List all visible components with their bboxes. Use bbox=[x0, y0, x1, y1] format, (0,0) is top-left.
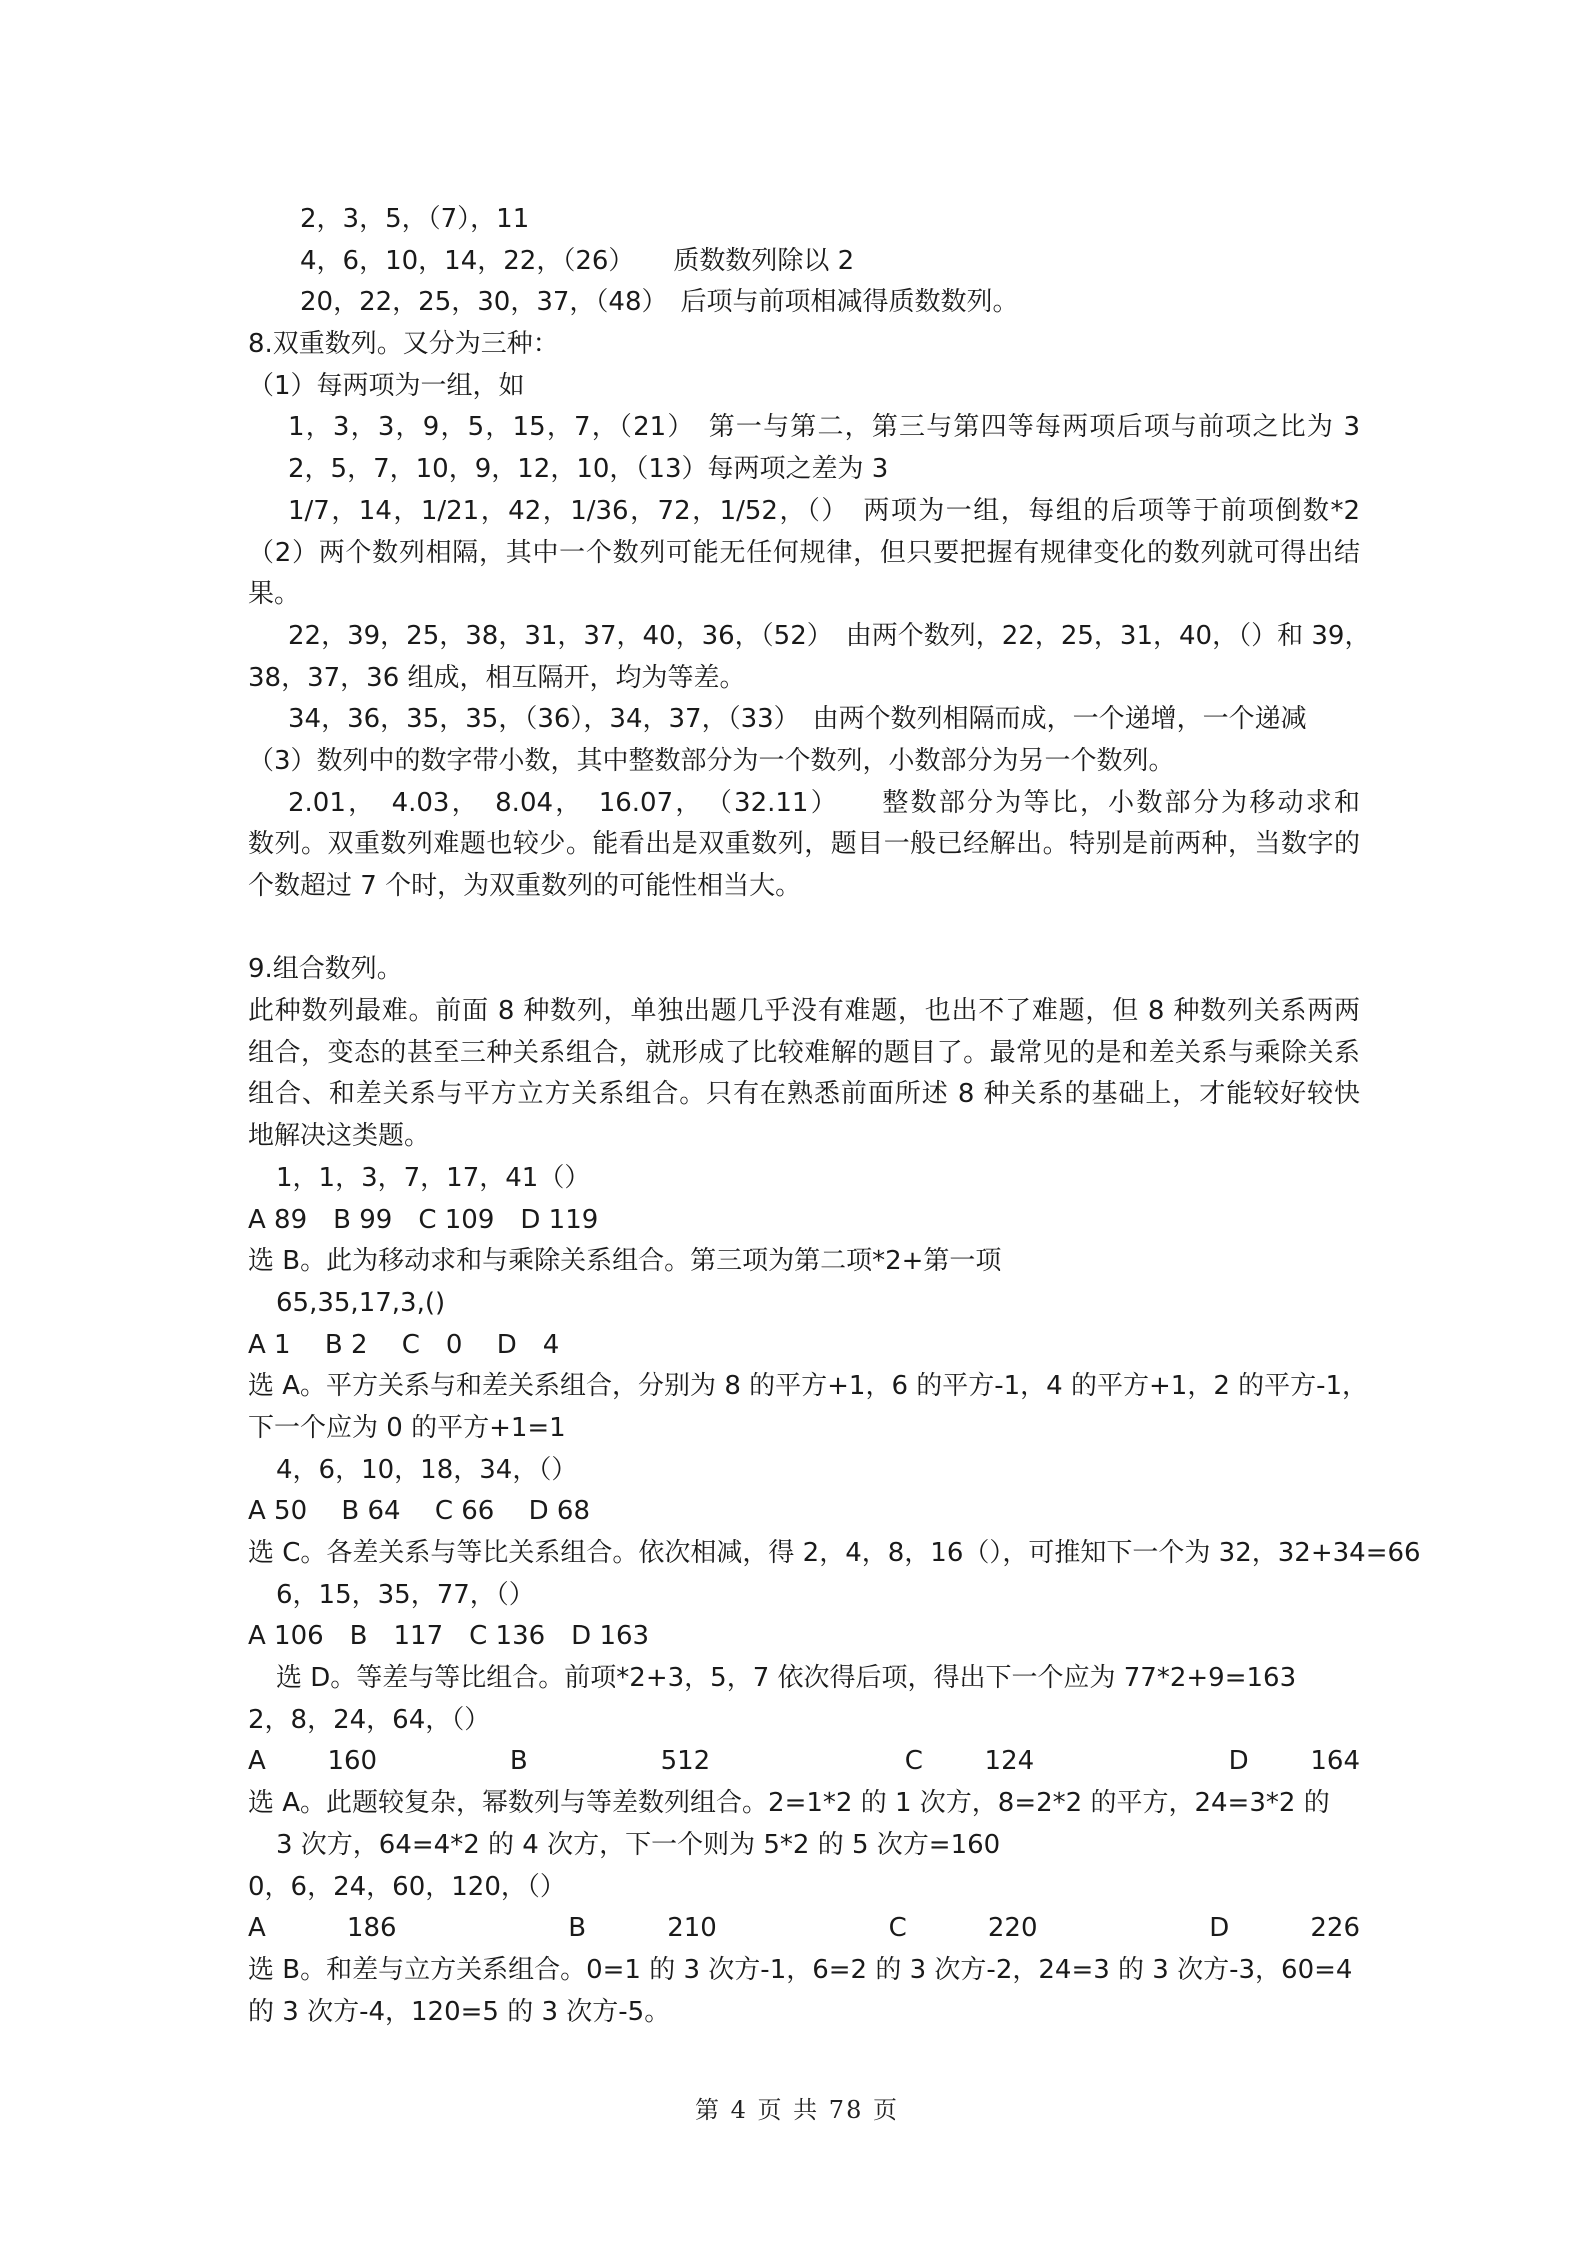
text-line: （1）每两项为一组，如 bbox=[248, 370, 525, 401]
text-line: 组合，变态的甚至三种关系组合，就形成了比较难解的题目了。最常见的是和差关系与乘除关系 bbox=[248, 1037, 1360, 1068]
text-line: 选 C。各差关系与等比关系组合。依次相减，得 2，4，8，16（），可推知下一个为 32，32+34=66 bbox=[248, 1538, 1421, 1568]
text-line: 0，6，24，60，120，（） bbox=[248, 1871, 566, 1902]
text-line: A 160 B 512 C 124 D 164 bbox=[248, 1746, 1360, 1777]
text-line: A 50 B 64 C 66 D 68 bbox=[248, 1496, 590, 1527]
text-line: 组合、和差关系与平方立方关系组合。只有在熟悉前面所述 8 种关系的基础上，才能较好较快 bbox=[248, 1079, 1360, 1110]
text-line: A 1 B 2 C 0 D 4 bbox=[248, 1329, 560, 1360]
text-line: （3）数列中的数字带小数，其中整数部分为一个数列，小数部分为另一个数列。 bbox=[248, 745, 1175, 776]
text-line: 20，22，25，30，37，（48） 后项与前项相减得质数数列。 bbox=[300, 287, 1019, 318]
blank-line bbox=[248, 908, 1360, 950]
text-line: 个数超过 7 个时，为双重数列的可能性相当大。 bbox=[248, 871, 802, 901]
text-line: A 186 B 210 C 220 D 226 bbox=[248, 1913, 1360, 1944]
section-heading: 8.双重数列。又分为三种： bbox=[248, 329, 559, 360]
text-line: 选 B。和差与立方关系组合。0=1 的 3 次方-1，6=2 的 3 次方-2，24=3 的 3 次方-3，60=4 bbox=[248, 1954, 1353, 1985]
text-line: 下一个应为 0 的平方+1=1 bbox=[248, 1412, 566, 1443]
text-line: 1，1，3，7，17，41（） bbox=[276, 1162, 591, 1193]
text-line: 的 3 次方-4，120=5 的 3 次方-5。 bbox=[248, 1996, 671, 2027]
text-line: 选 B。此为移动求和与乘除关系组合。第三项为第二项*2+第一项 bbox=[248, 1246, 1002, 1277]
text-line: 2，8，24，64，（） bbox=[248, 1704, 491, 1735]
text-line: 选 A。平方关系与和差关系组合，分别为 8 的平方+1，6 的平方-1，4 的平方+1，2 的平方-1， bbox=[248, 1371, 1369, 1402]
text-line: 4，6，10，18，34，（） bbox=[276, 1454, 578, 1485]
text-line: 6，15，35，77，（） bbox=[276, 1579, 535, 1610]
text-line: 38，37，36 组成，相互隔开，均为等差。 bbox=[248, 662, 746, 693]
text-line: 此种数列最难。前面 8 种数列，单独出题几乎没有难题，也出不了难题，但 8 种数列关系两两 bbox=[248, 996, 1360, 1027]
text-line: 2，3，5，（7），11 bbox=[300, 204, 530, 234]
text-line: 4，6，10，14，22，（26） 质数数列除以 2 bbox=[300, 245, 855, 276]
text-line: 果。 bbox=[248, 579, 301, 610]
text-line: 34，36，35，35，（36），34，37，（33） 由两个数列相隔而成，一个递增，一个递减 bbox=[288, 704, 1307, 735]
text-line: 65,35,17,3,() bbox=[276, 1287, 446, 1318]
text-line: 1/7，14，1/21，42，1/36，72，1/52，（） 两项为一组，每组的后项等于前项倒数*2 bbox=[288, 495, 1360, 526]
text-line: 2，5，7，10，9，12，10，（13）每两项之差为 3 bbox=[288, 454, 889, 485]
text-line: A 89 B 99 C 109 D 119 bbox=[248, 1204, 599, 1235]
text-line: A 106 B 117 C 136 D 163 bbox=[248, 1621, 650, 1652]
text-line: 数列。双重数列难题也较少。能看出是双重数列，题目一般已经解出。特别是前两种，当数字的 bbox=[248, 829, 1360, 860]
section-heading: 9.组合数列。 bbox=[248, 954, 403, 985]
text-line: 3 次方，64=4*2 的 4 次方，下一个则为 5*2 的 5 次方=160 bbox=[276, 1829, 1001, 1860]
document-body bbox=[248, 199, 1421, 2033]
text-line: 选 D。等差与等比组合。前项*2+3，5，7 依次得后项，得出下一个应为 77*2+9=163 bbox=[276, 1663, 1297, 1694]
text-line: 选 A。此题较复杂，幂数列与等差数列组合。2=1*2 的 1 次方，8=2*2 的平方，24=3*2 的 bbox=[248, 1788, 1330, 1819]
text-line: 地解决这类题。 bbox=[248, 1121, 431, 1152]
text-line: 22，39，25，38，31，37，40，36，（52） 由两个数列，22，25，31，40，（）和 39， bbox=[288, 620, 1371, 651]
page-footer: 第 4 页 共 78 页 bbox=[695, 2096, 899, 2124]
text-line: （2）两个数列相隔，其中一个数列可能无任何规律，但只要把握有规律变化的数列就可得出结 bbox=[248, 537, 1360, 568]
text-line: 2.01， 4.03， 8.04， 16.07， （32.11） 整数部分为等比，小数部分为移动求和 bbox=[288, 787, 1360, 818]
text-line: 1，3，3，9，5，15，7，（21） 第一与第二，第三与第四等每两项后项与前项之比为 3 bbox=[288, 412, 1360, 443]
